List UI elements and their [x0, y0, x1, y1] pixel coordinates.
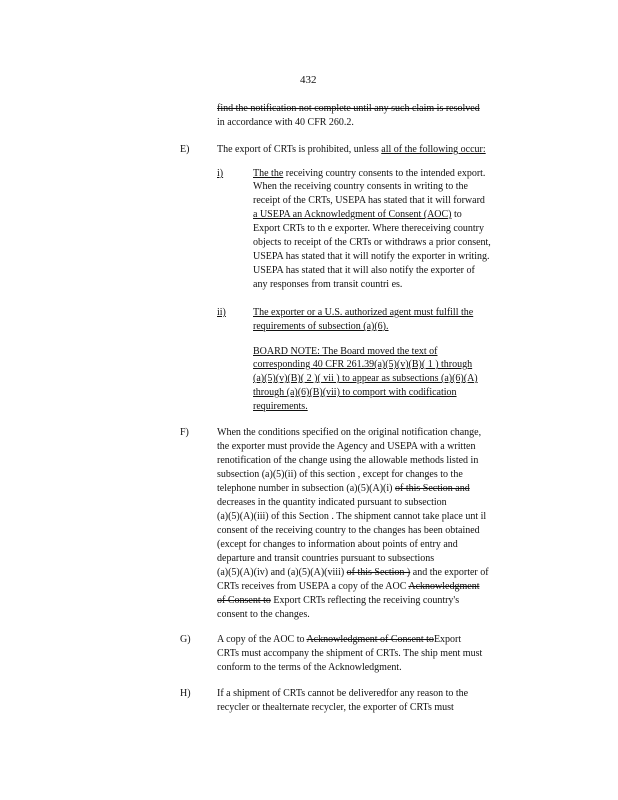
- text-line: Export CRTs to th e exporter. Where thereceiving country: [253, 223, 484, 234]
- item-label-G: G): [180, 634, 191, 645]
- text-line: conform to the terms of the Acknowledgment.: [217, 662, 402, 673]
- text-line: [217, 634, 461, 646]
- text-run: to: [451, 209, 462, 220]
- text-line: in accordance with 40 CFR 260.2.: [217, 117, 354, 128]
- text-run: telephone number in subsection (a)(5)(A)(i): [217, 483, 395, 494]
- text-line: subsection (a)(5)(ii) of this section , except for changes to the: [217, 469, 463, 480]
- board-note-line: BOARD NOTE: The Board moved the text of: [253, 346, 438, 357]
- item-label-i: i): [217, 168, 224, 179]
- text-line: [217, 483, 470, 495]
- text-line: (a)(5)(A)(iii) of this Section . The shipment cannot take place unt il: [217, 511, 487, 522]
- item-E-line: [217, 144, 486, 156]
- text-run: A copy of the AOC to: [217, 634, 307, 645]
- text-line-underlined: The exporter or a U.S. authorized agent must fulfill the: [253, 307, 474, 318]
- text-run-strikethrough: of this Section ): [346, 567, 411, 578]
- text-run-underlined: The the: [253, 168, 284, 179]
- text-line: When the receiving country consents in writing to the: [253, 181, 468, 192]
- text-run: (a)(5)(A)(iv) and (a)(5)(A)(viii): [217, 567, 347, 578]
- text-run: Export: [433, 634, 462, 645]
- text-run: receiving country consents to the intended export.: [283, 168, 486, 179]
- text-line: objects to receipt of the CRTs or withdraws a prior consent,: [253, 237, 491, 248]
- text-line: [253, 209, 462, 221]
- text-line: USEPA has stated that it will notify the exporter in writing.: [253, 251, 490, 262]
- item-label-H: H): [180, 688, 191, 699]
- item-label-E: E): [180, 144, 190, 155]
- board-note-line: through (a)(6)(B)(vii) to comport with codification: [253, 387, 457, 398]
- text-run: CRTs receives from USEPA a copy of the AOC: [217, 581, 409, 592]
- text-run-strikethrough: of this Section and: [395, 483, 470, 494]
- text-line: When the conditions specified on the original notification change,: [217, 427, 482, 438]
- text-run-underlined: all of the following occur:: [381, 144, 486, 155]
- text-line: CRTs must accompany the shipment of CRTs. The ship ment must: [217, 648, 483, 659]
- item-label-F: F): [180, 427, 189, 438]
- text-line: If a shipment of CRTs cannot be deliveredfor any reason to the: [217, 688, 469, 699]
- text-run: Export CRTs reflecting the receiving country's: [270, 595, 460, 606]
- text-line: receipt of the CRTs, USEPA has stated that it will forward: [253, 195, 485, 206]
- text-run: The export of CRTs is prohibited, unless: [217, 144, 382, 155]
- board-note-line: corresponding 40 CFR 261.39(a)(5)(v)(B)( 1 ) through: [253, 359, 473, 370]
- page-number: 432: [300, 74, 317, 86]
- text-line: [217, 595, 459, 607]
- text-line: renotification of the change using the allowable methods listed in: [217, 455, 479, 466]
- text-run-strikethrough: of Consent to: [217, 595, 271, 606]
- text-line: [217, 581, 479, 593]
- text-line: departure and transit countries pursuant to subsections: [217, 553, 435, 564]
- item-label-ii: ii): [217, 307, 226, 318]
- board-note-line: (a)(5)(v)(B)( 2 )( vii ) to appear as subsections (a)(6)(A): [253, 373, 478, 384]
- text-line: consent to the changes.: [217, 609, 310, 620]
- text-line: any responses from transit countri es.: [253, 279, 403, 290]
- text-line-strikethrough: find the notification not complete until any such claim is resolved: [217, 103, 480, 114]
- text-line: recycler or thealternate recycler, the exporter of CRTs must: [217, 702, 454, 713]
- board-note-line: requirements.: [253, 401, 308, 412]
- text-line: [217, 567, 489, 579]
- text-line: consent of the receiving country to the changes has been obtained: [217, 525, 480, 536]
- text-line: the exporter must provide the Agency and USEPA with a written: [217, 441, 476, 452]
- text-line: USEPA has stated that it will also notify the exporter of: [253, 265, 475, 276]
- text-run-underlined: a USEPA an Acknowledgment of Consent (AOC): [253, 209, 452, 220]
- text-run: and the exporter of: [410, 567, 489, 578]
- text-run-strikethrough: Acknowledgment of Consent to: [306, 634, 434, 645]
- text-line-underlined: requirements of subsection (a)(6).: [253, 321, 389, 332]
- text-run-strikethrough: Acknowledgment: [408, 581, 480, 592]
- item-i-line: [253, 168, 485, 180]
- text-line: decreases in the quantity indicated pursuant to subsection: [217, 497, 447, 508]
- text-line: (except for changes to information about points of entry and: [217, 539, 458, 550]
